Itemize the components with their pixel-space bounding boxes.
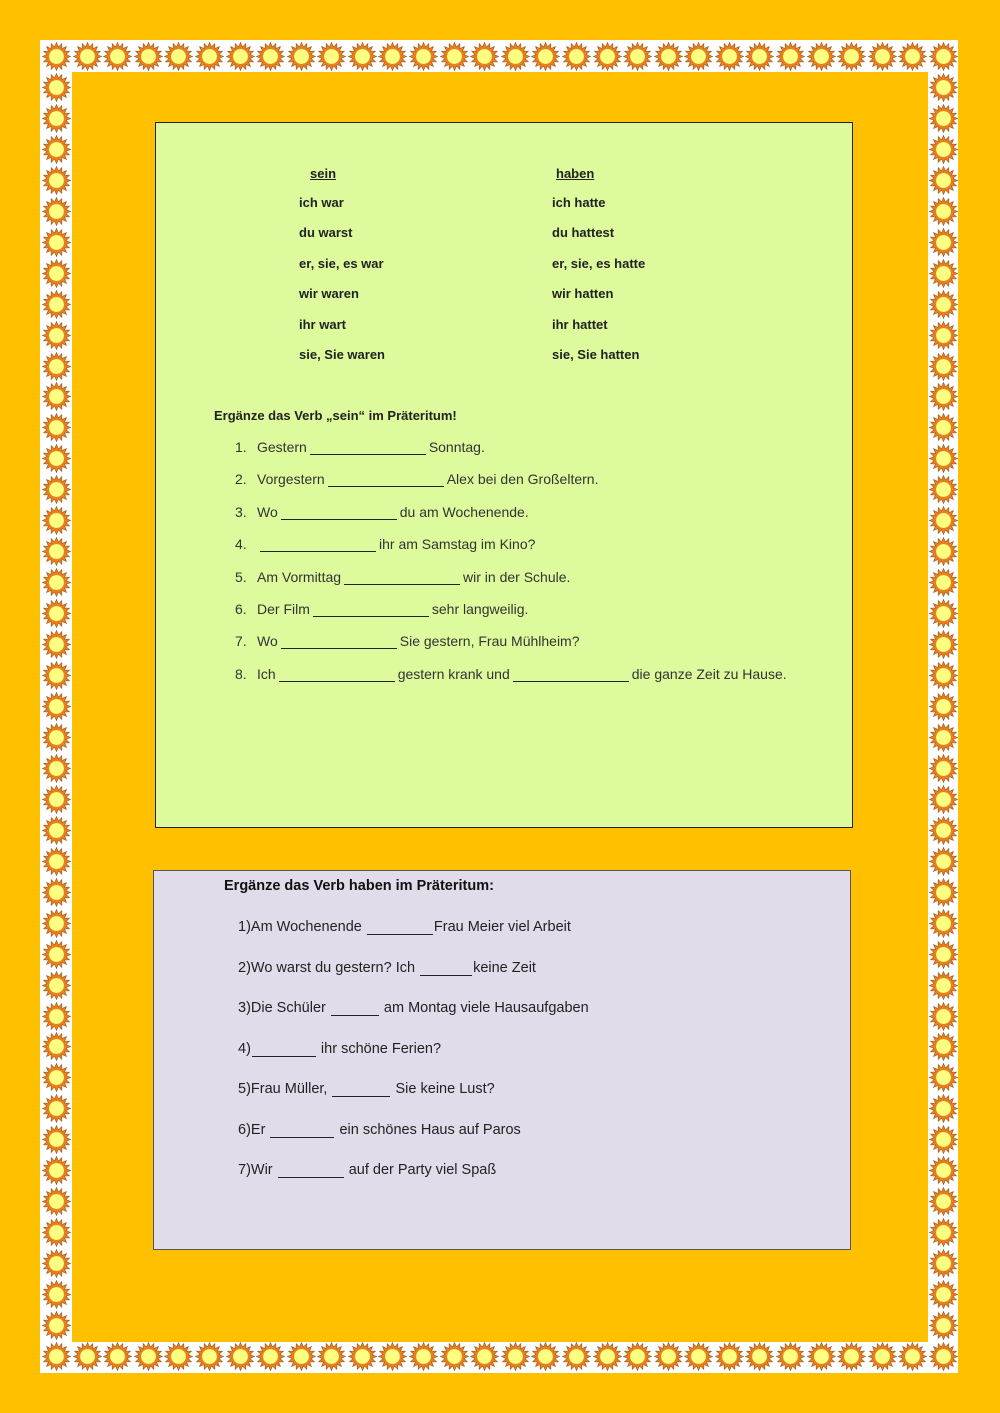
sun-icon	[929, 723, 958, 752]
sun-icon	[929, 1032, 958, 1061]
sun-icon	[623, 1342, 652, 1371]
sun-icon	[837, 42, 866, 71]
sun-icon	[776, 42, 805, 71]
sein-form: ihr wart	[299, 316, 346, 332]
sun-icon	[226, 1342, 255, 1371]
sun-icon	[929, 413, 958, 442]
item-number: 1.	[235, 439, 247, 455]
sun-icon	[929, 1187, 958, 1216]
item-number: 3.	[235, 503, 247, 520]
sun-icon	[42, 630, 71, 659]
exercise1-item	[235, 536, 535, 552]
sun-icon	[42, 382, 71, 411]
sun-icon	[164, 42, 193, 71]
haben-form: wir hatten	[552, 286, 614, 302]
sein-form: wir waren	[299, 286, 359, 302]
sun-icon	[42, 816, 71, 845]
sun-icon	[684, 1342, 713, 1371]
sun-icon	[42, 506, 71, 535]
answer-blank[interactable]	[260, 537, 376, 552]
sun-icon	[929, 816, 958, 845]
sun-icon	[42, 475, 71, 504]
sun-icon	[195, 1342, 224, 1371]
sun-icon	[929, 1125, 958, 1154]
item-text: 2)Wo warst du gestern? Ich	[238, 959, 420, 976]
sun-icon	[164, 1342, 193, 1371]
sun-icon	[929, 321, 958, 350]
sun-icon	[256, 42, 285, 71]
sun-icon	[593, 1342, 622, 1371]
sun-icon	[348, 1342, 377, 1371]
sun-icon	[42, 1187, 71, 1216]
sun-icon	[287, 42, 316, 71]
exercise1-item	[235, 633, 580, 649]
sun-icon	[929, 1342, 958, 1371]
sun-icon	[317, 1342, 346, 1371]
sun-icon	[929, 228, 958, 257]
answer-blank[interactable]	[278, 1163, 344, 1178]
sun-icon	[409, 42, 438, 71]
sun-icon	[868, 42, 897, 71]
answer-blank[interactable]	[270, 1123, 334, 1138]
sun-icon	[287, 1342, 316, 1371]
sun-icon	[42, 197, 71, 226]
exercise1-item	[235, 666, 787, 682]
sun-icon	[42, 413, 71, 442]
item-text: wir in der Schule.	[463, 568, 571, 585]
sun-icon	[42, 104, 71, 133]
answer-blank[interactable]	[252, 1042, 316, 1057]
sun-icon	[929, 42, 958, 71]
sun-icon	[562, 42, 591, 71]
item-text: ein schönes Haus auf Paros	[335, 1121, 521, 1138]
sun-icon	[42, 847, 71, 876]
sun-icon	[929, 259, 958, 288]
item-text: Vorgestern	[257, 471, 325, 488]
item-text: Frau Meier viel Arbeit	[433, 919, 571, 935]
sun-icon	[807, 42, 836, 71]
sun-icon	[103, 1342, 132, 1371]
sun-icon	[409, 1342, 438, 1371]
exercise2-item	[238, 960, 536, 976]
sun-icon	[42, 568, 71, 597]
sun-icon	[715, 1342, 744, 1371]
sein-form: sie, Sie waren	[299, 347, 385, 362]
sun-icon	[470, 42, 499, 71]
item-text: sehr langweilig.	[431, 601, 529, 617]
sun-icon	[42, 1311, 71, 1340]
answer-blank[interactable]	[310, 440, 426, 455]
haben-header: haben	[556, 166, 595, 181]
exercise1-item	[235, 471, 598, 487]
sun-icon	[531, 1342, 560, 1371]
sun-icon	[42, 321, 71, 350]
sun-icon	[929, 1249, 958, 1278]
sun-icon	[929, 1311, 958, 1340]
sun-icon	[42, 1094, 71, 1123]
sun-icon	[42, 1218, 71, 1247]
sun-icon	[226, 42, 255, 71]
sein-form: er, sie, es war	[299, 255, 384, 271]
sun-icon	[42, 1032, 71, 1061]
sun-icon	[837, 1342, 866, 1371]
item-number: 4.	[235, 536, 247, 553]
item-text: auf der Party viel Spaß	[344, 1162, 497, 1178]
item-text: 1)Am Wochenende	[238, 919, 366, 935]
answer-blank[interactable]	[279, 667, 395, 682]
sun-icon	[929, 630, 958, 659]
answer-blank[interactable]	[344, 570, 460, 585]
answer-blank[interactable]	[420, 961, 472, 976]
exercise2-item	[238, 919, 571, 935]
sun-icon	[348, 42, 377, 71]
item-text: 6)Er	[238, 1121, 270, 1138]
sun-icon	[42, 444, 71, 473]
sun-icon	[929, 940, 958, 969]
answer-blank[interactable]	[331, 1001, 379, 1016]
sun-icon	[929, 382, 958, 411]
item-number: 5.	[235, 568, 247, 585]
sun-icon	[562, 1342, 591, 1371]
sun-icon	[929, 568, 958, 597]
sun-icon	[929, 73, 958, 102]
answer-blank[interactable]	[281, 505, 397, 520]
sun-icon	[531, 42, 560, 71]
sun-icon	[256, 1342, 285, 1371]
item-number: 6.	[235, 601, 247, 617]
item-text: keine Zeit	[473, 959, 536, 976]
sun-icon	[42, 537, 71, 566]
sun-icon	[501, 42, 530, 71]
sun-icon	[42, 940, 71, 969]
sun-icon	[654, 42, 683, 71]
item-text: Ich	[257, 665, 276, 682]
item-text: 4)	[238, 1040, 251, 1057]
answer-blank[interactable]	[332, 1082, 390, 1097]
item-text: 7)Wir	[238, 1162, 277, 1178]
item-text: Gestern	[257, 439, 307, 455]
sun-icon	[654, 1342, 683, 1371]
exercise1-item	[235, 439, 485, 455]
item-text: Am Vormittag	[257, 568, 342, 585]
sun-icon	[929, 104, 958, 133]
sun-icon	[42, 73, 71, 102]
sun-icon	[42, 1063, 71, 1092]
sun-icon	[42, 661, 71, 690]
sun-icon	[898, 42, 927, 71]
sun-icon	[929, 290, 958, 319]
sun-icon	[378, 42, 407, 71]
sun-icon	[73, 42, 102, 71]
sun-icon	[929, 971, 958, 1000]
sun-icon	[42, 723, 71, 752]
exercise2-item	[238, 1162, 496, 1178]
sun-icon	[929, 135, 958, 164]
sun-icon	[42, 692, 71, 721]
item-text: ihr schöne Ferien?	[316, 1040, 442, 1057]
sun-icon	[929, 754, 958, 783]
sun-icon	[42, 754, 71, 783]
sun-icon	[776, 1342, 805, 1371]
sun-icon	[470, 1342, 499, 1371]
sun-icon	[929, 1002, 958, 1031]
item-text: du am Wochenende.	[399, 503, 529, 520]
sun-icon	[42, 785, 71, 814]
sun-icon	[623, 42, 652, 71]
item-text: gestern krank und	[397, 665, 510, 682]
haben-form: ihr hattet	[552, 316, 608, 332]
sein-header: sein	[310, 166, 337, 181]
sun-icon	[929, 1218, 958, 1247]
sun-icon	[42, 1002, 71, 1031]
sun-icon	[929, 444, 958, 473]
sun-icon	[929, 785, 958, 814]
sun-icon	[929, 537, 958, 566]
sun-icon	[929, 1094, 958, 1123]
item-text: am Montag viele Hausaufgaben	[379, 1000, 589, 1016]
sun-icon	[807, 1342, 836, 1371]
sun-icon	[42, 1280, 71, 1309]
sun-icon	[929, 909, 958, 938]
sun-icon	[929, 1063, 958, 1092]
sun-icon	[42, 1156, 71, 1185]
sun-icon	[501, 1342, 530, 1371]
sun-icon	[440, 42, 469, 71]
answer-blank[interactable]	[281, 634, 397, 649]
sun-icon	[593, 42, 622, 71]
haben-form: sie, Sie hatten	[552, 347, 640, 362]
sun-icon	[929, 197, 958, 226]
item-text: Sie gestern, Frau Mühlheim?	[399, 633, 580, 650]
sun-icon	[929, 847, 958, 876]
item-text: 5)Frau Müller,	[238, 1081, 332, 1097]
sun-icon	[317, 42, 346, 71]
sun-icon	[42, 166, 71, 195]
item-number: 7.	[235, 633, 247, 650]
sun-icon	[42, 599, 71, 628]
sun-icon	[42, 352, 71, 381]
sun-icon	[42, 1249, 71, 1278]
sun-icon	[929, 352, 958, 381]
exercise2-item	[238, 1041, 441, 1057]
item-text: Sie keine Lust?	[391, 1081, 495, 1097]
sun-icon	[745, 42, 774, 71]
sun-icon	[715, 42, 744, 71]
sun-icon	[42, 909, 71, 938]
item-text: Wo	[257, 633, 278, 650]
item-text: 3)Die Schüler	[238, 1000, 330, 1016]
exercise2-item	[238, 1081, 495, 1097]
haben-form: er, sie, es hatte	[552, 255, 646, 271]
sun-icon	[42, 878, 71, 907]
sun-icon	[929, 878, 958, 907]
sun-icon	[42, 228, 71, 257]
sun-icon	[929, 506, 958, 535]
sun-icon	[929, 475, 958, 504]
item-number: 8.	[235, 665, 247, 682]
sun-icon	[42, 1125, 71, 1154]
sun-icon	[195, 42, 224, 71]
exercise1-item	[235, 504, 529, 520]
sun-icon	[929, 1280, 958, 1309]
sun-icon	[868, 1342, 897, 1371]
sun-icon	[440, 1342, 469, 1371]
item-text: Wo	[257, 503, 278, 520]
sun-icon	[42, 135, 71, 164]
exercise2-item	[238, 1122, 521, 1138]
sun-icon	[134, 1342, 163, 1371]
sun-icon	[42, 290, 71, 319]
item-text: Der Film	[257, 601, 310, 617]
exercise1-item	[235, 569, 570, 585]
sun-icon	[929, 599, 958, 628]
sun-icon	[929, 166, 958, 195]
sun-icon	[42, 971, 71, 1000]
sun-icon	[929, 1156, 958, 1185]
sun-icon	[42, 1342, 71, 1371]
exercise1-title: Ergänze das Verb „sein“ im Präteritum!	[214, 408, 457, 423]
sun-icon	[134, 42, 163, 71]
sun-icon	[684, 42, 713, 71]
sein-form: ich war	[299, 195, 344, 210]
sun-icon	[929, 692, 958, 721]
haben-form: ich hatte	[552, 195, 606, 210]
haben-form: du hattest	[552, 225, 615, 241]
sun-icon	[929, 661, 958, 690]
answer-blank[interactable]	[328, 472, 444, 487]
sun-icon	[42, 259, 71, 288]
sun-icon	[745, 1342, 774, 1371]
sun-icon	[898, 1342, 927, 1371]
sun-icon	[42, 42, 71, 71]
answer-blank[interactable]	[367, 920, 433, 935]
answer-blank[interactable]	[313, 602, 429, 617]
exercise2-title: Ergänze das Verb haben im Präteritum:	[224, 878, 494, 894]
answer-blank[interactable]	[513, 667, 629, 682]
sun-icon	[73, 1342, 102, 1371]
item-text: die ganze Zeit zu Hause.	[631, 665, 787, 682]
item-text: Sonntag.	[428, 439, 485, 455]
item-text: Alex bei den Großeltern.	[446, 471, 599, 488]
item-text: ihr am Samstag im Kino?	[379, 536, 536, 553]
sun-icon	[103, 42, 132, 71]
item-number: 2.	[235, 471, 247, 488]
sein-form: du warst	[299, 225, 353, 241]
sun-icon	[378, 1342, 407, 1371]
exercise1-item	[235, 601, 528, 617]
exercise2-item	[238, 1000, 589, 1016]
